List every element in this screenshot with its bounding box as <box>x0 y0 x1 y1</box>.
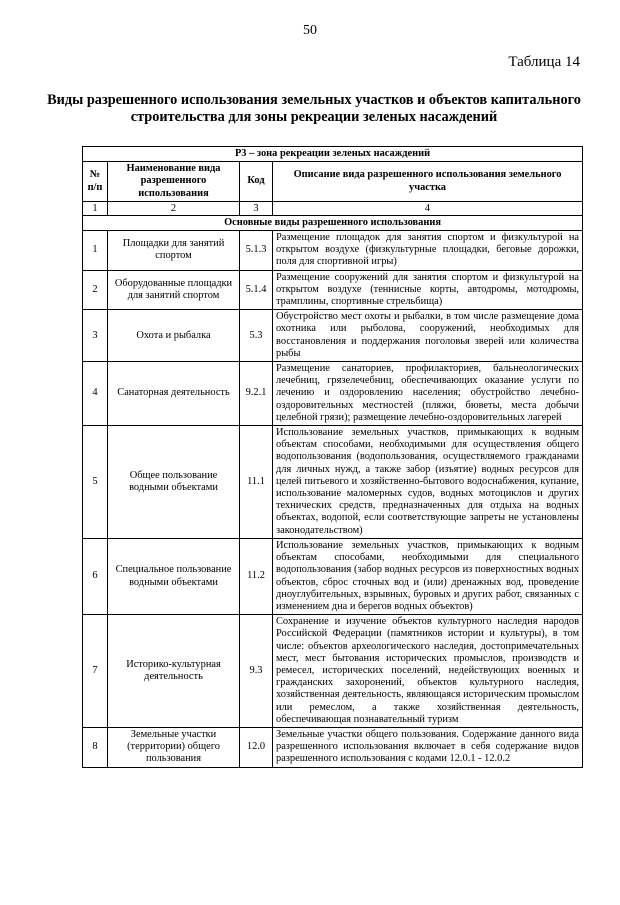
row-number: 1 <box>83 231 108 271</box>
use-name: Земельные участки (территории) общего пользования <box>108 727 240 767</box>
row-number: 3 <box>83 310 108 362</box>
header-num: № п/п <box>83 162 108 202</box>
row-number: 7 <box>83 615 108 728</box>
page-number: 50 <box>303 23 317 38</box>
use-name: Охота и рыбалка <box>108 310 240 362</box>
use-name: Общее пользование водными объектами <box>108 426 240 539</box>
use-description: Размещение площадок для занятия спортом и физкультурой на открытом воздухе (физкультурные площадки, беговые дорожки, поля для спортивной игры) <box>273 231 583 271</box>
header-desc: Описание вида разрешенного использования земельного участка <box>273 162 583 202</box>
row-number: 2 <box>83 270 108 310</box>
row-number: 4 <box>83 362 108 426</box>
row-number: 5 <box>83 426 108 539</box>
column-number: 3 <box>240 201 273 215</box>
use-name: Санаторная деятельность <box>108 362 240 426</box>
use-code: 9.3 <box>240 615 273 728</box>
use-description: Размещение санаториев, профилакториев, бальнеологических лечебниц, грязелечебниц, обеспечивающих оказание услуги по лечению и оздоровлению населения; обустройство лечебно-оздоровительных местностей (пляжи, бюветы, места добычи целебной грязи); размещение лечебно-оздоровительных лагерей <box>273 362 583 426</box>
use-code: 11.2 <box>240 538 273 614</box>
use-name: Специальное пользование водными объектами <box>108 538 240 614</box>
use-code: 9.2.1 <box>240 362 273 426</box>
table-row <box>83 231 583 271</box>
use-name: Историко-культурная деятельность <box>108 615 240 728</box>
use-description: Размещение сооружений для занятия спортом и физкультурой на открытом воздухе (теннисные корты, автодромы, мотодромы, трамплины, спортивные стрельбища) <box>273 270 583 310</box>
use-code: 5.3 <box>240 310 273 362</box>
table-row <box>83 615 583 728</box>
use-name: Оборудованные площадки для занятий спортом <box>108 270 240 310</box>
use-description: Земельные участки общего пользования. Содержание данного вида разрешенного использования включает в себя содержание видов разрешенного использования с кодами 12.0.1 - 12.0.2 <box>273 727 583 767</box>
table-label: Таблица 14 <box>508 54 580 70</box>
table-row <box>83 310 583 362</box>
column-number: 2 <box>108 201 240 215</box>
table-row <box>83 727 583 767</box>
use-description: Использование земельных участков, примыкающих к водным объектам способами, необходимыми для специального водопользования (забор водных ресурсов из поверхностных водных объектов, сброс сточных вод и (или) дренажных вод, проведение дноуглубительных, взрывных, буровых и других работ, связанных с изменением дна и берегов водных объектов) <box>273 538 583 614</box>
table-row <box>83 270 583 310</box>
use-name: Площадки для занятий спортом <box>108 231 240 271</box>
use-description: Обустройство мест охоты и рыбалки, в том числе размещение дома охотника или рыболова, сооружений, необходимых для восстановления и поддержания поголовья зверей или количества рыбы <box>273 310 583 362</box>
column-number: 4 <box>273 201 583 215</box>
zone-header: Р3 – зона рекреации зеленых насаждений <box>83 147 583 162</box>
use-code: 5.1.4 <box>240 270 273 310</box>
use-code: 12.0 <box>240 727 273 767</box>
column-number: 1 <box>83 201 108 215</box>
section-title: Основные виды разрешенного использования <box>83 215 583 230</box>
use-description: Использование земельных участков, примыкающих к водным объектам способами, необходимыми для осуществления общего водопользования (водопользования, осуществляемого гражданами для личных нужд, а также забор (изъятие) водных ресурсов для целей питьевого и хозяйственно-бытового водоснабжения, купание, использование маломерных судов, водных мотоциклов и других технических средств, предназначенных для отдыха на водных объектах, водопой, если соответствующие запреты не установлены законодательством) <box>273 426 583 539</box>
use-description: Сохранение и изучение объектов культурного наследия народов Российской Федерации (памятников истории и культуры), в том числе: объектов археологического наследия, достопримечательных мест, мест бытования исторических промыслов, производств и ремесел, исторических поселений, недействующих военных и гражданских захоронений, объектов культурного наследия, хозяйственная деятельность, являющаяся историческим промыслом или ремеслом, а также хозяйственная деятельность, обеспечивающая познавательный туризм <box>273 615 583 728</box>
table-row <box>83 426 583 539</box>
row-number: 8 <box>83 727 108 767</box>
header-code: Код <box>240 162 273 202</box>
table-row <box>83 362 583 426</box>
document-title: Виды разрешенного использования земельных участков и объектов капитального строительства для зоны рекреации зеленых насаждений <box>47 92 581 125</box>
header-name: Наименование вида разрешенного использования <box>108 162 240 202</box>
zones-table <box>82 146 583 768</box>
row-number: 6 <box>83 538 108 614</box>
use-code: 5.1.3 <box>240 231 273 271</box>
use-code: 11.1 <box>240 426 273 539</box>
table-row <box>83 538 583 614</box>
